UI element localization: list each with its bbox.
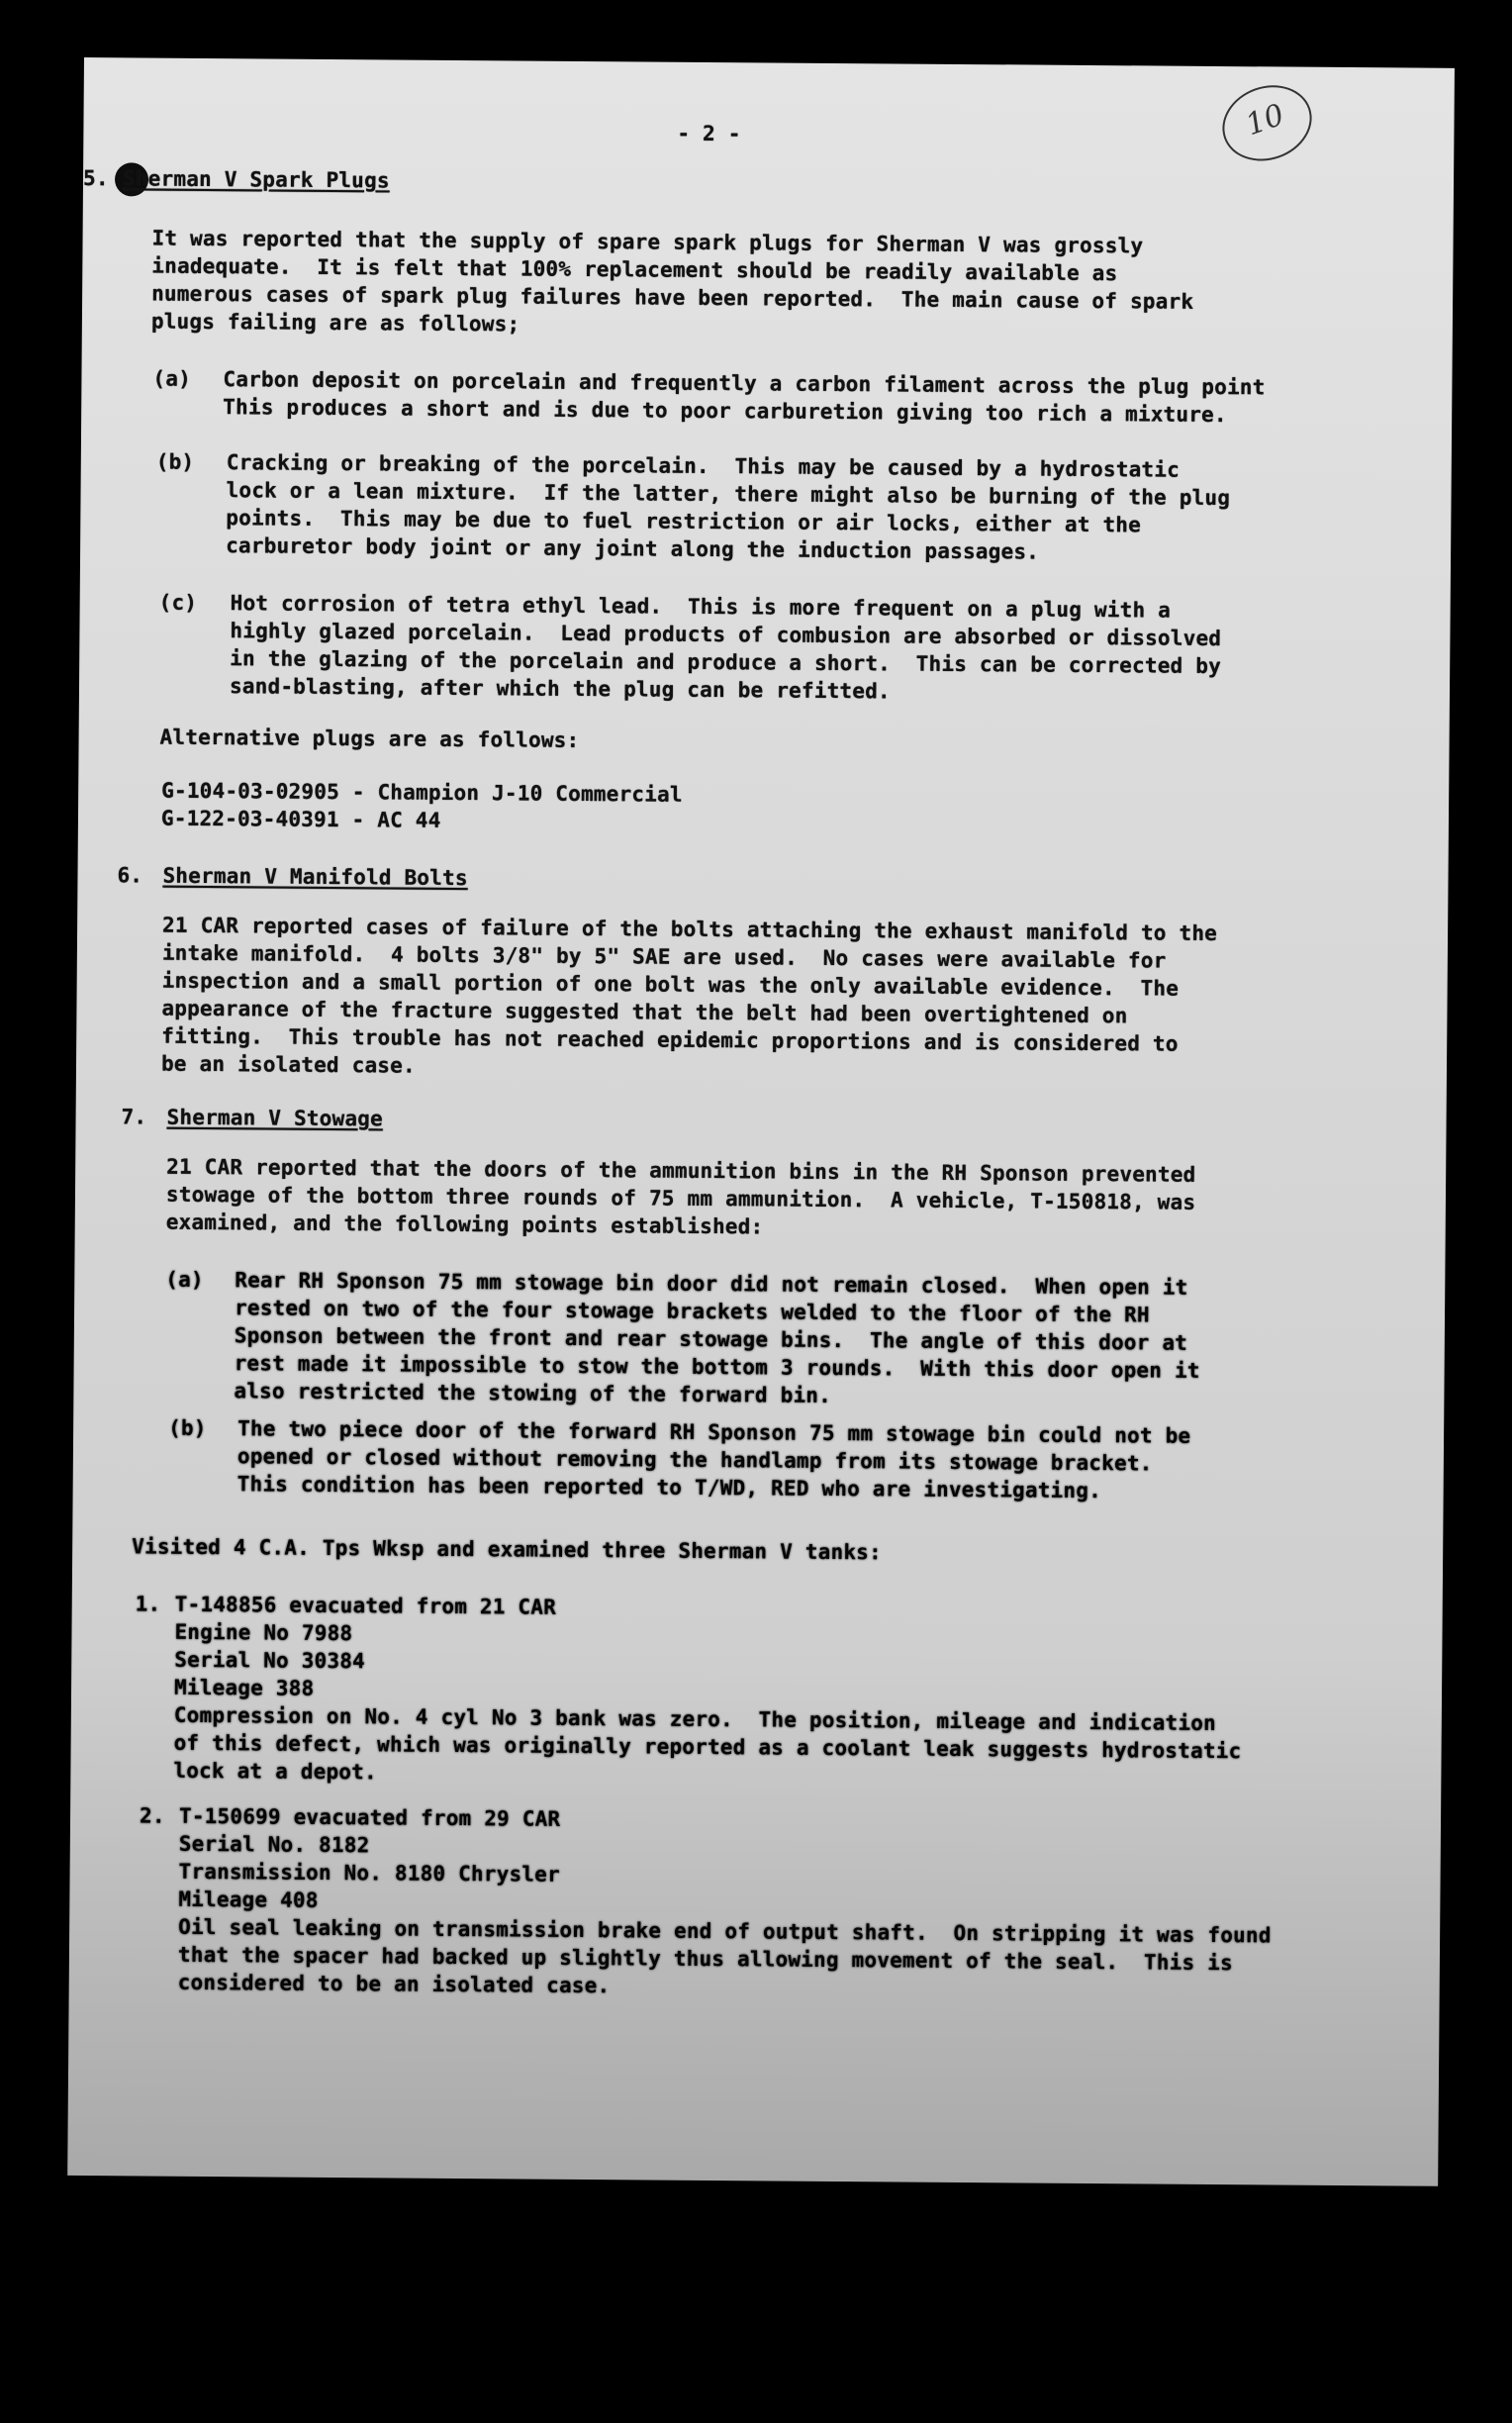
tank-report: T-150699 evacuated from 29 CAR Serial No. 8182 Transmission No. 8180 Chrysler Mileage 408 Oil seal leaking on transmission brake end of output shaft. On stripping it was found that the spacer had backed up slightly thus allowing movement of the seal. This is considered to be an isolated case. — [177, 1803, 1272, 1998]
page-number: - 2 - — [677, 121, 741, 146]
folio-circle — [1212, 73, 1322, 173]
section-5-item-text: Hot corrosion of tetra ethyl lead. This is more frequent on a plug with a highly glazed porcelain. Lead products of combusion are absorbed or dissolved in the glazing of the porcelain and produce a short. This can be corrected by sand-blasting, after which the plug can be refitted. — [229, 591, 1222, 704]
tank-number: 1. — [135, 1592, 161, 1616]
document-page — [67, 57, 1455, 2186]
tank-number: 2. — [139, 1803, 165, 1828]
section-5-item-label: (a) — [152, 366, 192, 391]
alternative-plug: G-104-03-02905 - Champion J-10 Commercial — [161, 778, 683, 807]
section-6-heading: Sherman V Manifold Bolts — [162, 863, 468, 891]
section-7-body: 21 CAR reported that the doors of the ammunition bins in the RH Sponson prevented stowage of the bottom three rounds of 75 mm ammunition. A vehicle, T-150818, was examined, and the following points established: — [165, 1154, 1196, 1239]
section-6-body: 21 CAR reported cases of failure of the bolts attaching the exhaust manifold to the intake manifold. 4 bolts 3/8" by 5" SAE are used. No cases were available for inspection and a small portion of one bolt was the only available evidence. The appearance of the fracture suggested that the belt had been overtightened on fitting. This trouble has not reached epidemic proportions and is considered to be an isolated case. — [160, 913, 1218, 1078]
section-7-item-label: (a) — [165, 1267, 204, 1292]
section-5-item-text: Carbon deposit on porcelain and frequently a carbon filament across the plug point This produces a short and is due to poor carburetion giving too rich a mixture. — [223, 367, 1266, 428]
section-7-item-label: (b) — [168, 1415, 207, 1441]
tank-report: T-148856 evacuated from 21 CAR Engine No 7988 Serial No 30384 Mileage 388 Compression on No. 4 cyl No 3 bank was zero. The position, mileage and indication of this defect, which was originally reported as a coolant leak suggests hydrostatic lock at a depot. — [173, 1592, 1242, 1785]
alternatives-intro: Alternative plugs are as follows: — [159, 725, 580, 752]
section-5-item-text: Cracking or breaking of the porcelain. This may be caused by a hydrostatic lock or a lean mixture. If the latter, there might also be burning of the plug points. This may be due to fuel restriction or air locks, either at the carburetor body joint or any joint along the induction passages. — [226, 450, 1231, 564]
section-7-number: 7. — [121, 1105, 147, 1129]
folio-number: 10 — [1241, 97, 1289, 144]
section-7-item-text: The two piece door of the forward RH Sponson 75 mm stowage bin could not be opened or closed without removing the handlamp from its stowage bracket. This condition has been reported to T/WD, RED who are investigating. — [236, 1416, 1191, 1503]
section-7-item-text: Rear RH Sponson 75 mm stowage bin door did not remain closed. When open it rested on two of the four stowage brackets welded to the floor of the RH Sponson between the front and rear stowage bins. The angle of this door at rest made it impossible to stow the bottom 3 rounds. With this door open it also restricted the stowing of the forward bin. — [234, 1268, 1200, 1407]
section-5-intro: It was reported that the supply of spare spark plugs for Sherman V was grossly inadequate. It is felt that 100% replacement should be readily available as numerous cases of spark plug failures have been reported. The main cause of spark plugs failing are as follows; — [150, 226, 1194, 337]
alternative-plug: G-122-03-40391 - AC 44 — [160, 806, 441, 832]
section-7-heading: Sherman V Stowage — [166, 1105, 384, 1131]
section-5-heading: Sherman V Spark Plugs — [122, 166, 390, 193]
section-5-number: 5. — [82, 165, 109, 191]
section-5-item-label: (b) — [155, 449, 195, 474]
visit-intro: Visited 4 C.A. Tps Wksp and examined three Sherman V tanks: — [132, 1534, 883, 1565]
section-5-item-label: (c) — [158, 590, 198, 615]
section-6-number: 6. — [117, 863, 143, 888]
